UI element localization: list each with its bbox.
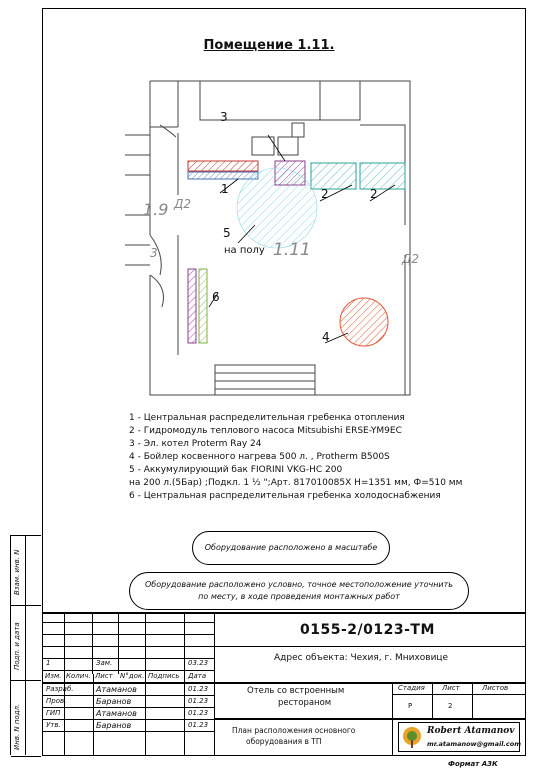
legend-item: на 200 л.(5Бар) ;Подкл. 1 ½ ";Арт. 817010085X H=1351 мм, Ф=510 мм xyxy=(129,478,463,488)
date-3: 01.23 xyxy=(188,709,209,717)
legend-item: 6 - Центральная распределительная гребенка холодоснабжения xyxy=(129,491,441,501)
scale-note-text: Оборудование расположено в масштабе xyxy=(204,543,378,552)
scale-note xyxy=(192,531,390,565)
sidebar-stamp xyxy=(10,535,41,755)
object-address: Адрес объекта: Чехия, г. Мниховице xyxy=(274,653,449,663)
manifold-cooling-purple xyxy=(188,269,196,343)
date-1: 01.23 xyxy=(188,685,209,693)
role-2: Пров. xyxy=(46,697,67,705)
object-name-line2: рестораном xyxy=(278,698,332,708)
legend-item: 2 - Гидромодуль теплового насоса Mitsubishi ERSE-YM9EC xyxy=(129,426,402,436)
indirect-boiler xyxy=(340,298,388,346)
location-note-line1: Оборудование расположено условно, точное местоположение уточнить xyxy=(144,580,453,589)
rev-note: Зам. xyxy=(96,659,113,667)
format-label: Формат А3К xyxy=(448,760,498,768)
name-3: Атаманов xyxy=(96,709,137,718)
sheet-name-line1: План расположения основного xyxy=(232,726,356,735)
heat-pump-hydromodule-1 xyxy=(311,163,356,189)
legend-item: 1 - Центральная распределительная гребенка отопления xyxy=(129,413,405,423)
name-2: Баранов xyxy=(96,697,132,706)
room-label: 1.11 xyxy=(273,240,311,260)
sidebar-label-2: Подп. и дата xyxy=(13,622,21,670)
neighbor-room-label: 1.9 xyxy=(143,200,169,219)
email: mr.atamanow@gmail.com xyxy=(427,740,521,748)
col-header: Подпись xyxy=(148,672,180,680)
role-3: ГИП xyxy=(46,709,61,717)
accumulation-tank xyxy=(237,168,317,248)
logo-text: Robert Atamanov xyxy=(427,726,515,736)
tag-1: 1 xyxy=(221,182,229,196)
col-header: Колич. xyxy=(66,672,91,680)
tag-3: 3 xyxy=(220,110,228,124)
legend-item: 3 - Эл. котел Proterm Ray 24 xyxy=(129,439,262,449)
heat-pump-hydromodule-2 xyxy=(360,163,405,189)
tag-5: 5 xyxy=(223,226,231,240)
col-header: Лист xyxy=(95,672,113,680)
date-4: 01.23 xyxy=(188,721,209,729)
object-name-line1: Отель со встроенным xyxy=(247,686,345,696)
tag-2b: 2 xyxy=(370,187,378,201)
location-note xyxy=(129,572,469,610)
stage-header: Стадия xyxy=(398,684,425,692)
manifold-heating-blue xyxy=(188,172,258,179)
doc-code: 0155-2/0123-ТМ xyxy=(300,622,435,638)
tag-2a: 2 xyxy=(321,187,329,201)
name-4: Баранов xyxy=(96,721,132,730)
door-label-left: Д2 xyxy=(174,197,192,211)
sidebar-divider xyxy=(25,535,26,755)
stair-label: 3 xyxy=(150,246,158,260)
role-1: Разраб. xyxy=(46,685,74,693)
sidebar-label-1: Взам. инв. N xyxy=(13,549,21,595)
company-logo xyxy=(398,722,520,752)
date-2: 01.23 xyxy=(188,697,209,705)
col-header: N°док. xyxy=(120,672,145,680)
col-header: Изм. xyxy=(45,672,62,680)
sheet-value: 2 xyxy=(448,702,453,710)
title-block xyxy=(42,612,526,756)
rev-date: 03.23 xyxy=(188,659,209,667)
floor-note: на полу xyxy=(224,245,265,256)
legend-item: 4 - Бойлер косвенного нагрева 500 л. , Protherm B500S xyxy=(129,452,390,462)
tree-icon xyxy=(401,726,423,750)
role-4: Утв. xyxy=(46,721,61,729)
equipment-legend xyxy=(129,412,462,503)
manifold-cooling-green xyxy=(199,269,207,343)
name-1: Атаманов xyxy=(96,685,137,694)
sidebar-label-3: Инв. N подл. xyxy=(13,703,21,750)
stage-value: Р xyxy=(408,702,413,710)
door-label-right: Д2 xyxy=(402,252,420,266)
sheet-header: Лист xyxy=(442,684,460,692)
sheets-header: Листов xyxy=(482,684,509,692)
manifold-heating-red xyxy=(188,161,258,171)
rev-num: 1 xyxy=(46,659,51,667)
sheet-name-line2: оборудования в ТП xyxy=(246,737,322,746)
sheet-title: Помещение 1.11. xyxy=(203,38,335,53)
tag-6: 6 xyxy=(212,290,220,304)
legend-item: 5 - Аккумулирующий бак FIORINI VKG-HC 200 xyxy=(129,465,343,475)
location-note-line2: по месту, в ходе проведения монтажных работ xyxy=(198,592,400,601)
col-header: Дата xyxy=(188,672,207,680)
tag-4: 4 xyxy=(322,330,330,344)
